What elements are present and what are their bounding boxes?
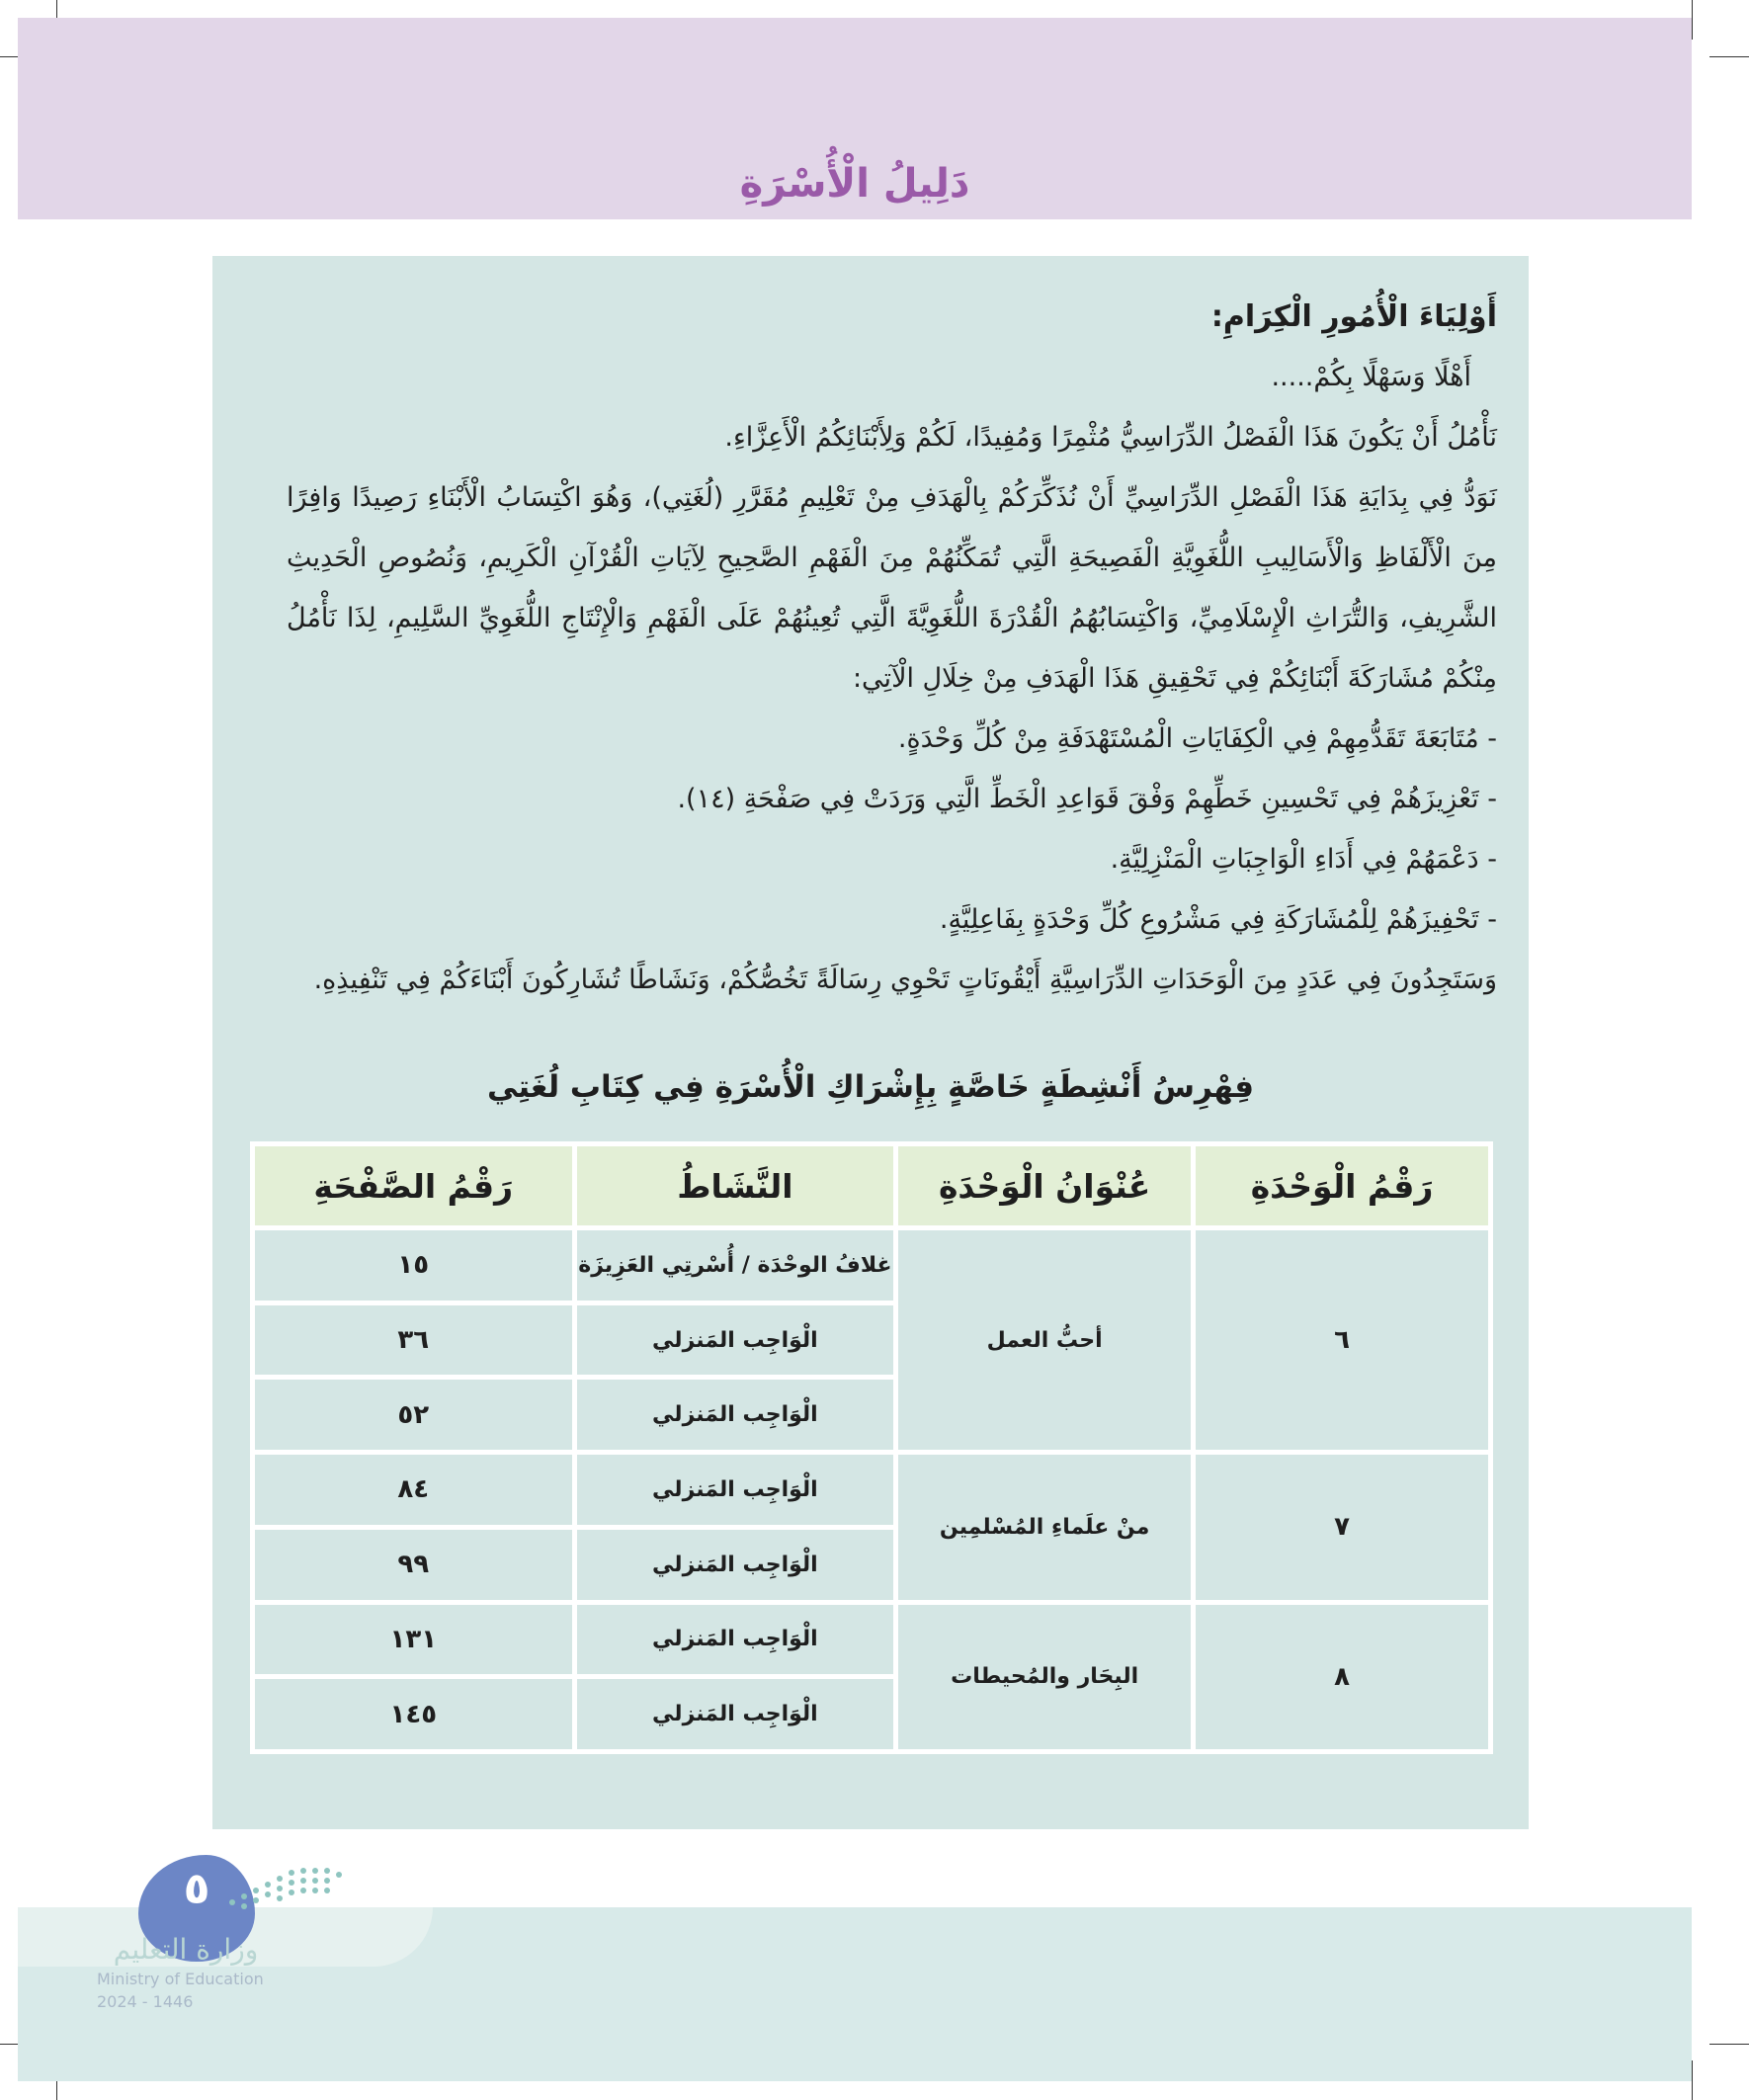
- activities-index-table: [250, 1141, 1493, 1754]
- salutation: أَوْلِيَاءَ الْأُمُورِ الْكِرَامِ:: [1210, 299, 1497, 334]
- page-number-cell: ٣٦: [255, 1305, 572, 1376]
- table-header-row: [255, 1146, 1488, 1225]
- table-row: [255, 1230, 1488, 1301]
- bullet-item: - دَعْمَهُمْ فِي أَدَاءِ الْوَاجِبَاتِ الْمَنْزِلِيَّةِ.: [1110, 844, 1497, 875]
- activity-cell: الْوَاجِب المَنزلي: [577, 1605, 894, 1675]
- activity-cell: الْوَاجِب المَنزلي: [577, 1455, 894, 1525]
- edition-year: 2024 - 1446: [97, 1992, 194, 2011]
- unit-title: أحبُّ العمل: [898, 1230, 1191, 1450]
- page-number-cell: ١٣١: [255, 1605, 572, 1675]
- page-number-cell: ٩٩: [255, 1530, 572, 1600]
- activity-cell: الْوَاجِب المَنزلي: [577, 1530, 894, 1600]
- unit-title: البِحَار والمُحيطات: [898, 1605, 1191, 1749]
- unit-title: منْ علَماءِ المُسْلمِين: [898, 1455, 1191, 1599]
- paragraph-2: نَوَدُّ فِي بِدَايَةِ هَذَا الْفَصْلِ الدِّرَاسِيِّ أَنْ نُذَكِّرَكُمْ بِالْهَدَفِ مِنْ تَعْلِيمِ مُقَرَّرِ (لُغَتِي)، وَهُوَ اكْتِسَابُ الْأَبْنَاءِ رَصِيدًا وَافِرًا مِنَ الْأَلْفَاظِ وَالْأَسَالِيبِ اللُّغَوِيَّةِ الْفَصِيحَةِ الَّتِي تُمَكِّنُهُمْ مِنَ الْفَهْمِ الصَّحِيحِ لِآيَاتِ الْقُرْآنِ الْكَرِيمِ، وَنُصُوصِ الْحَدِيثِ الشَّرِيفِ، وَالتُّرَاثِ الْإِسْلَامِيِّ، وَاكْتِسَابُهُمُ الْقُدْرَةَ اللُّغَوِيَّةَ الَّتِي تُعِينُهُمْ عَلَى الْفَهْمِ وَالْإِنْتَاجِ اللُّغَوِيِّ السَّلِيمِ، لِذَا نَأْمُلُ مِنْكُمْ مُشَارَكَةَ أَبْنَائِكُمْ فِي تَحْقِيقِ هَذَا الْهَدَفِ مِنْ خِلَالِ الْآتِي:: [287, 482, 1497, 694]
- header-unit-number: رَقْمُ الْوَحْدَةِ: [1196, 1146, 1488, 1225]
- page-number-cell: ١٥: [255, 1230, 572, 1301]
- header-activity: النَّشَاطُ: [577, 1146, 894, 1225]
- index-table-title: فِهْرِسُ أَنْشِطَةٍ خَاصَّةٍ بِإِشْرَاكِ الْأُسْرَةِ فِي كِتَابِ لُغَتِي: [486, 1069, 1255, 1105]
- ministry-name-english: Ministry of Education: [97, 1970, 264, 1988]
- page-header: [18, 18, 1692, 219]
- ministry-name-arabic: وزارة التعليم: [113, 1933, 259, 1966]
- bullet-item: - تَحْفِيزَهُمْ لِلْمُشَارَكَةِ فِي مَشْرُوعِ كُلِّ وَحْدَةٍ بِفَاعِلِيَّةٍ.: [939, 904, 1497, 935]
- page-number-cell: ١٤٥: [255, 1679, 572, 1749]
- paragraph-1: نَأْمُلُ أَنْ يَكُونَ هَذَا الْفَصْلُ الدِّرَاسِيُّ مُثْمِرًا وَمُفِيدًا، لَكُمْ وَلِأَبْنَائِكُمُ الْأَعِزَّاءِ.: [724, 422, 1497, 453]
- header-unit-title: عُنْوَانُ الْوَحْدَةِ: [898, 1146, 1191, 1225]
- activity-cell: غلافُ الوحْدَة / أُسْرتِي العَزِيزَة: [577, 1230, 894, 1301]
- header-page-number: رَقْمُ الصَّفْحَةِ: [255, 1146, 572, 1225]
- paragraph-3: وَسَتَجِدُونَ فِي عَدَدٍ مِنَ الْوَحَدَاتِ الدِّرَاسِيَّةِ أَيْقُونَاتٍ تَحْوِي رِسَالَةً تَخُصُّكُمْ، وَنَشَاطًا تُشَارِكُونَ أَبْنَاءَكُمْ فِي تَنْفِيذِهِ.: [313, 965, 1497, 995]
- crop-mark: [1709, 56, 1749, 57]
- bullet-item: - تَعْزِيزَهُمْ فِي تَحْسِينِ خَطِّهِمْ وَفْقَ قَوَاعِدِ الْخَطِّ الَّتِي وَرَدَتْ فِي صَفْحَةِ (١٤).: [677, 784, 1497, 814]
- bullet-item: - مُتَابَعَةَ تَقَدُّمِهِمْ فِي الْكِفَايَاتِ الْمُسْتَهْدَفَةِ مِنْ كُلِّ وَحْدَةٍ.: [897, 723, 1497, 754]
- activity-cell: الْوَاجِب المَنزلي: [577, 1305, 894, 1376]
- intro-text: [287, 287, 1497, 1010]
- crop-mark: [1692, 2060, 1693, 2100]
- page-number-cell: ٨٤: [255, 1455, 572, 1525]
- ministry-logo-dots-icon: [222, 1863, 351, 1912]
- crop-mark: [1692, 0, 1693, 40]
- unit-number: ٦: [1196, 1230, 1488, 1450]
- greeting: أَهْلًا وَسَهْلًا بِكُمْ.....: [1271, 362, 1471, 392]
- table-row: [255, 1605, 1488, 1675]
- activity-cell: الْوَاجِب المَنزلي: [577, 1380, 894, 1450]
- page-number: ٥: [183, 1864, 210, 1914]
- activity-cell: الْوَاجِب المَنزلي: [577, 1679, 894, 1749]
- unit-number: ٧: [1196, 1455, 1488, 1599]
- table-row: [255, 1455, 1488, 1525]
- page-number-cell: ٥٢: [255, 1380, 572, 1450]
- unit-number: ٨: [1196, 1605, 1488, 1749]
- crop-mark: [1709, 2044, 1749, 2045]
- page-title: دَلِيلُ الْأُسْرَةِ: [739, 161, 970, 207]
